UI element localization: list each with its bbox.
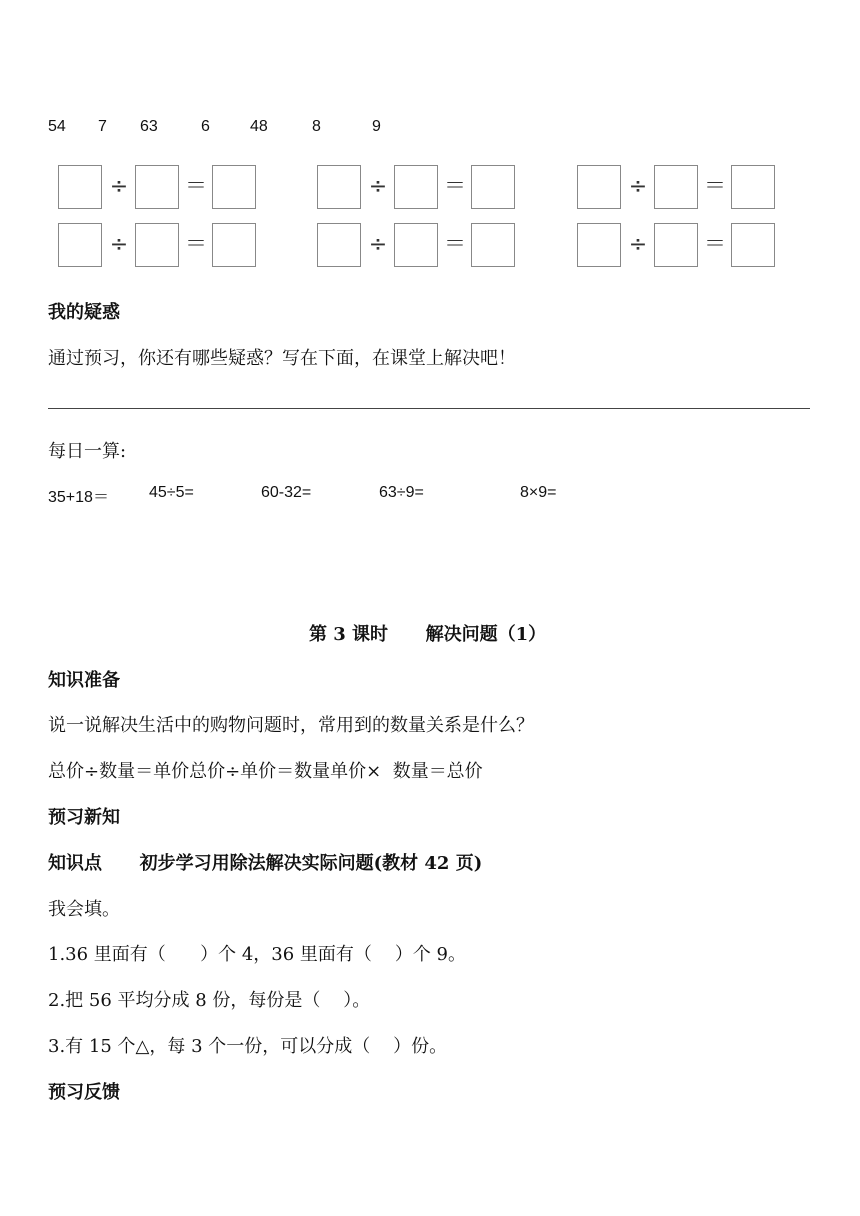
divide-sign: ÷ (109, 232, 129, 257)
equals-sign: ＝ (184, 232, 207, 257)
answer-box[interactable] (394, 223, 438, 267)
equals-sign: ＝ (184, 174, 207, 199)
answer-box[interactable] (394, 165, 438, 209)
answer-box[interactable] (317, 223, 361, 267)
daily-label: 每日一算: (48, 441, 127, 462)
equals-sign: ＝ (443, 232, 466, 257)
answer-box[interactable] (731, 165, 775, 209)
knowledge-prep-heading: 知识准备 (48, 670, 120, 691)
daily-problem: 60-32= (261, 484, 312, 501)
answer-box[interactable] (135, 223, 179, 267)
fill-label: 我会填。 (48, 899, 120, 920)
equals-sign: ＝ (703, 232, 726, 257)
answer-box[interactable] (731, 223, 775, 267)
equals-sign: ＝ (443, 174, 466, 199)
answer-box[interactable] (471, 223, 515, 267)
divide-sign: ÷ (628, 232, 648, 257)
answer-box[interactable] (654, 223, 698, 267)
fill-item: 2.把 56 平均分成 8 份，每份是（ ）。 (48, 990, 371, 1011)
divide-sign: ÷ (109, 174, 129, 199)
daily-problem: 35+18＝ (48, 489, 109, 506)
answer-line[interactable] (48, 408, 810, 409)
fill-item: 3.有 15 个△，每 3 个一份，可以分成（ ）份。 (48, 1036, 448, 1057)
number-48: 48 (250, 118, 268, 135)
number-6: 6 (201, 118, 210, 135)
equals-sign: ＝ (703, 174, 726, 199)
doubt-prompt: 通过预习，你还有哪些疑惑？写在下面，在课堂上解决吧！ (48, 348, 516, 369)
number-63: 63 (140, 118, 158, 135)
knowledge-prep-question: 说一说解决生活中的购物问题时，常用到的数量关系是什么？ (48, 715, 534, 736)
number-8: 8 (312, 118, 321, 135)
daily-problem: 45÷5= (149, 484, 194, 501)
divide-sign: ÷ (368, 174, 388, 199)
quantity-relations: 总价÷数量＝单价总价÷单价＝数量单价× 数量＝总价 (48, 761, 483, 782)
number-9: 9 (372, 118, 381, 135)
lesson-title: 第 3 课时 解决问题（1） (309, 624, 547, 645)
answer-box[interactable] (58, 223, 102, 267)
number-54: 54 (48, 118, 66, 135)
divide-sign: ÷ (628, 174, 648, 199)
answer-box[interactable] (212, 223, 256, 267)
doubt-heading: 我的疑惑 (48, 302, 120, 323)
answer-box[interactable] (212, 165, 256, 209)
feedback-heading: 预习反馈 (48, 1082, 120, 1103)
answer-box[interactable] (317, 165, 361, 209)
fill-item: 1.36 里面有（ ）个 4，36 里面有（ ）个 9。 (48, 944, 466, 965)
answer-box[interactable] (577, 165, 621, 209)
knowledge-point: 知识点 初步学习用除法解决实际问题(教材 42 页) (48, 853, 483, 874)
preview-heading: 预习新知 (48, 807, 120, 828)
answer-box[interactable] (135, 165, 179, 209)
answer-box[interactable] (58, 165, 102, 209)
answer-box[interactable] (471, 165, 515, 209)
daily-problem: 8×9= (520, 484, 557, 501)
answer-box[interactable] (654, 165, 698, 209)
answer-box[interactable] (577, 223, 621, 267)
divide-sign: ÷ (368, 232, 388, 257)
number-7: 7 (98, 118, 107, 135)
daily-problem: 63÷9= (379, 484, 424, 501)
